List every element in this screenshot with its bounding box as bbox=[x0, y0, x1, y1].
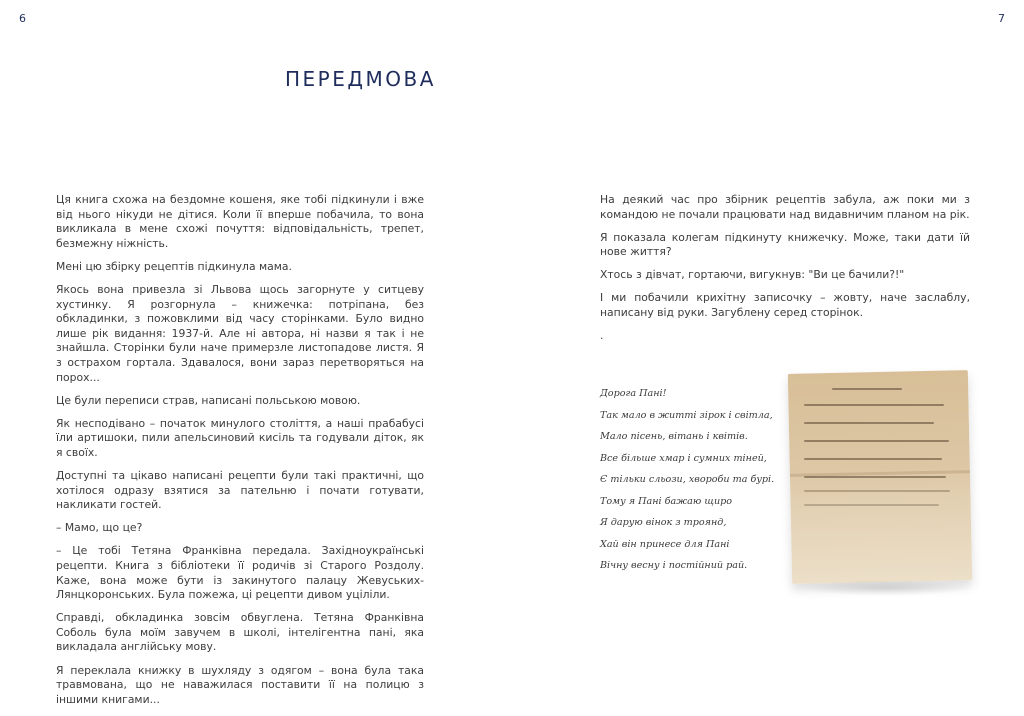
poem-line: Так мало в житті зірок і світла, bbox=[600, 409, 773, 421]
paragraph: Ця книга схожа на бездомне кошеня, яке тобі підкинули і вже від нього нікуди не дітися. Коли її вперше побачила, то вона викликала в мене схожі почуття: відповідальність, трепет, безмежну ніжність. bbox=[56, 193, 424, 250]
paragraph: . bbox=[600, 329, 604, 343]
page-title: ПЕРЕДМОВА bbox=[285, 67, 436, 91]
poem-line: Я дарую вінок з троянд, bbox=[600, 517, 727, 528]
paragraph: Це були переписи страв, написані польською мовою. bbox=[56, 393, 361, 407]
paragraph: Доступні та цікаво написані рецепти були такі практичні, що хотілося одразу взятися за пательню і почати готувати, накликати гостей. bbox=[56, 469, 424, 512]
handwriting-line bbox=[804, 440, 949, 442]
handwriting-line bbox=[804, 490, 950, 492]
poem-line: Мало пісень, вітань і квітів. bbox=[600, 431, 748, 442]
poem-line: Вічну весну і постійний рай. bbox=[600, 560, 748, 571]
poem-line: Дорога Пані! bbox=[600, 388, 667, 399]
poem-line: Є тільки сльози, хвороби та бурі. bbox=[600, 474, 775, 485]
paragraph: – Мамо, що це? bbox=[56, 521, 143, 535]
note-shadow bbox=[802, 580, 972, 596]
paragraph: Я показала колегам підкинуту книжечку. Може, таки дати їй нове життя? bbox=[600, 230, 970, 259]
handwritten-note-transcription bbox=[600, 383, 774, 577]
paragraph: Мені цю збірку рецептів підкинула мама. bbox=[56, 259, 292, 273]
handwriting-line bbox=[804, 504, 939, 506]
paragraph: – Це тобі Тетяна Франківна передала. Західноукраїнські рецепти. Книга з бібліотеки її родичів зі Старого Роздолу. Каже, вона може бути із закинутого палацу Жевуських-Лянцкоронських. Була пожежа, ці рецепти дивом уціліли. bbox=[56, 544, 424, 602]
poem-line: Тому я Пані бажаю щиро bbox=[600, 495, 733, 507]
poem-line: Все більше хмар і сумних тіней, bbox=[600, 452, 767, 464]
handwriting-line bbox=[804, 476, 946, 478]
handwriting-line bbox=[804, 422, 934, 424]
paragraph: На деякий час про збірник рецептів забула, аж поки ми з командою не почали працювати над видавничим планом на рік. bbox=[600, 193, 970, 221]
handwritten-note-image bbox=[782, 372, 982, 602]
paragraph: І ми побачили крихітну записочку – жовту, наче заслаблу, написану від руки. Загублену серед сторінок. bbox=[600, 291, 970, 320]
paragraph: Хтось з дівчат, гортаючи, вигукнув: "Ви це бачили?!" bbox=[600, 268, 905, 282]
paragraph: Я переклала книжку в шухляду з одягом – вона була така травмована, що не наважилася поставити її на полицю з іншими книгами... bbox=[56, 663, 424, 706]
paragraph: Справді, обкладинка зовсім обвуглена. Тетяна Франківна Соболь була моїм завучем в школі, інтелігентна пані, яка викладала англійську мову. bbox=[56, 611, 424, 654]
handwriting-line bbox=[804, 404, 944, 406]
left-column-text bbox=[56, 193, 424, 716]
poem-line: Хай він принесе для Пані bbox=[600, 538, 730, 550]
right-column-text bbox=[600, 193, 970, 352]
handwriting-line bbox=[804, 458, 942, 460]
page-number-left: 6 bbox=[19, 12, 26, 25]
handwriting-line bbox=[832, 388, 902, 390]
page-number-right: 7 bbox=[998, 12, 1005, 25]
paragraph: Як несподівано – початок минулого століття, а наші прабабусі їли артишоки, пили апельсиновий кисіль та годували діток, як я своїх. bbox=[56, 416, 424, 459]
paragraph: Якось вона привезла зі Львова щось загорнуте у ситцеву хустинку. Я розгорнула – книжечка: потріпана, без обкладинки, з пожовклими від часу сторінками. Було видно лише рік видання: 1937-й. Але ні автора, ні назви я так і не знайшла. Сторінки були наче примерзле листопадове листя. Я з острахом гортала. Здавалося, вони зараз перетворяться на порох... bbox=[56, 282, 424, 384]
